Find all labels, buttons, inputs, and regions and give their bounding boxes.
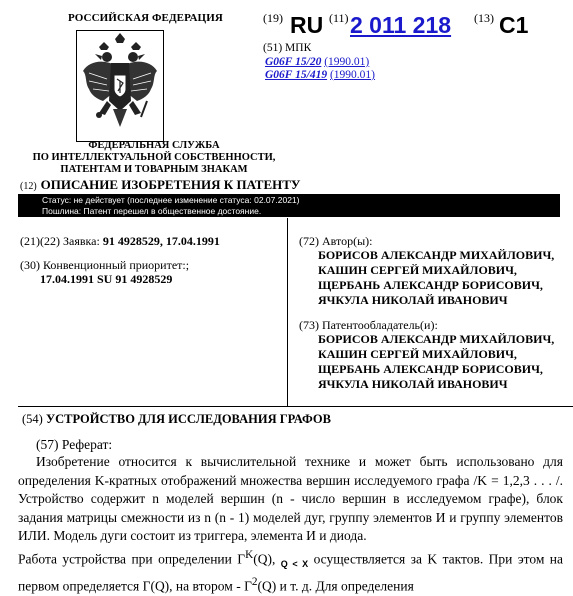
fee-line: Пошлина: Патент перешел в общественное достояние. [42, 206, 560, 217]
abstract-label: (57) Реферат: [36, 437, 112, 453]
owners-list [318, 332, 554, 392]
abstract-paragraph: Работа устройства при определении $Г^K(Q)$, $_{Q < X}$ осуществляется за K тактов. При этом на первом определяется Г(Q), на втором - $Г^2(Q)$ и т. д. Для определения [18, 546, 563, 596]
status-bar [18, 194, 560, 217]
code-19: (19) [263, 11, 283, 26]
document-kind: C1 [499, 12, 528, 39]
ipc-entry [265, 56, 369, 68]
owners-label: (73) Патентообладатель(и): [299, 318, 438, 332]
application-value: 91 4928529, 17.04.1991 [103, 234, 220, 248]
federal-service-name: ФЕДЕРАЛЬНАЯ СЛУЖБА ПО ИНТЕЛЛЕКТУАЛЬНОЙ СОБСТВЕННОСТИ, ПАТЕНТАМ И ТОВАРНЫМ ЗНАКАМ [20, 140, 288, 176]
author-name: КАШИН СЕРГЕЙ МИХАЙЛОВИЧ, [318, 263, 554, 278]
ipc-class-link[interactable]: G06F 15/20 [265, 56, 321, 68]
coat-of-arms-emblem [76, 30, 164, 142]
priority-value: 17.04.1991 SU 91 4928529 [40, 272, 172, 286]
section-divider [18, 406, 573, 407]
column-divider [287, 218, 288, 406]
owner-name: КАШИН СЕРГЕЙ МИХАЙЛОВИЧ, [318, 347, 554, 362]
federation-title: РОССИЙСКАЯ ФЕДЕРАЦИЯ [68, 12, 223, 24]
authors-label: (72) Автор(ы): [299, 234, 373, 248]
author-name: ЩЕРБАНЬ АЛЕКСАНДР БОРИСОВИЧ, [318, 278, 554, 293]
invention-title: (54) УСТРОЙСТВО ДЛЯ ИССЛЕДОВАНИЯ ГРАФОВ [22, 412, 331, 427]
ipc-entry [265, 69, 375, 81]
country-code: RU [290, 12, 323, 39]
abstract-text [18, 453, 563, 596]
author-name: ЯЧКУЛА НИКОЛАЙ ИВАНОВИЧ [318, 293, 554, 308]
owner-name: ЯЧКУЛА НИКОЛАЙ ИВАНОВИЧ [318, 377, 554, 392]
owner-name: ЩЕРБАНЬ АЛЕКСАНДР БОРИСОВИЧ, [318, 362, 554, 377]
status-line: Статус: не действует (последнее изменение статуса: 02.07.2021) [42, 195, 560, 206]
application-field: (21)(22) Заявка: 91 4928529, 17.04.1991 [20, 234, 220, 248]
priority-label: (30) Конвенционный приоритет:; [20, 258, 189, 272]
document-title: (12) ОПИСАНИЕ ИЗОБРЕТЕНИЯ К ПАТЕНТУ [20, 177, 300, 193]
code-11: (11) [329, 11, 349, 26]
ipc-date-link[interactable]: (1990.01) [324, 56, 369, 68]
mpk-label: (51) МПК [263, 42, 311, 54]
double-headed-eagle-icon [77, 31, 163, 141]
code-12: (12) [20, 181, 37, 192]
owner-name: БОРИСОВ АЛЕКСАНДР МИХАЙЛОВИЧ, [318, 332, 554, 347]
abstract-paragraph: Изобретение относится к вычислительной технике и может быть использовано для определения K-кратных отображений множества вершин исследуемого графа /K = 1,2,3 . . . /. Устройство содержит n моделей вершин (n - число вершин в исследуемом графе), блок задания матрицы смежности из n (n - 1) моделей дуг, группу элементов И и группу элементов ИЛИ. Модель дуги состоит из триггера, элемента И и диода. [18, 453, 563, 546]
author-name: БОРИСОВ АЛЕКСАНДР МИХАЙЛОВИЧ, [318, 248, 554, 263]
ipc-date-link[interactable]: (1990.01) [330, 69, 375, 81]
patent-number-link[interactable]: 2 011 218 [350, 12, 451, 39]
authors-list [318, 248, 554, 308]
code-13: (13) [474, 11, 494, 26]
ipc-class-link[interactable]: G06F 15/419 [265, 69, 327, 81]
